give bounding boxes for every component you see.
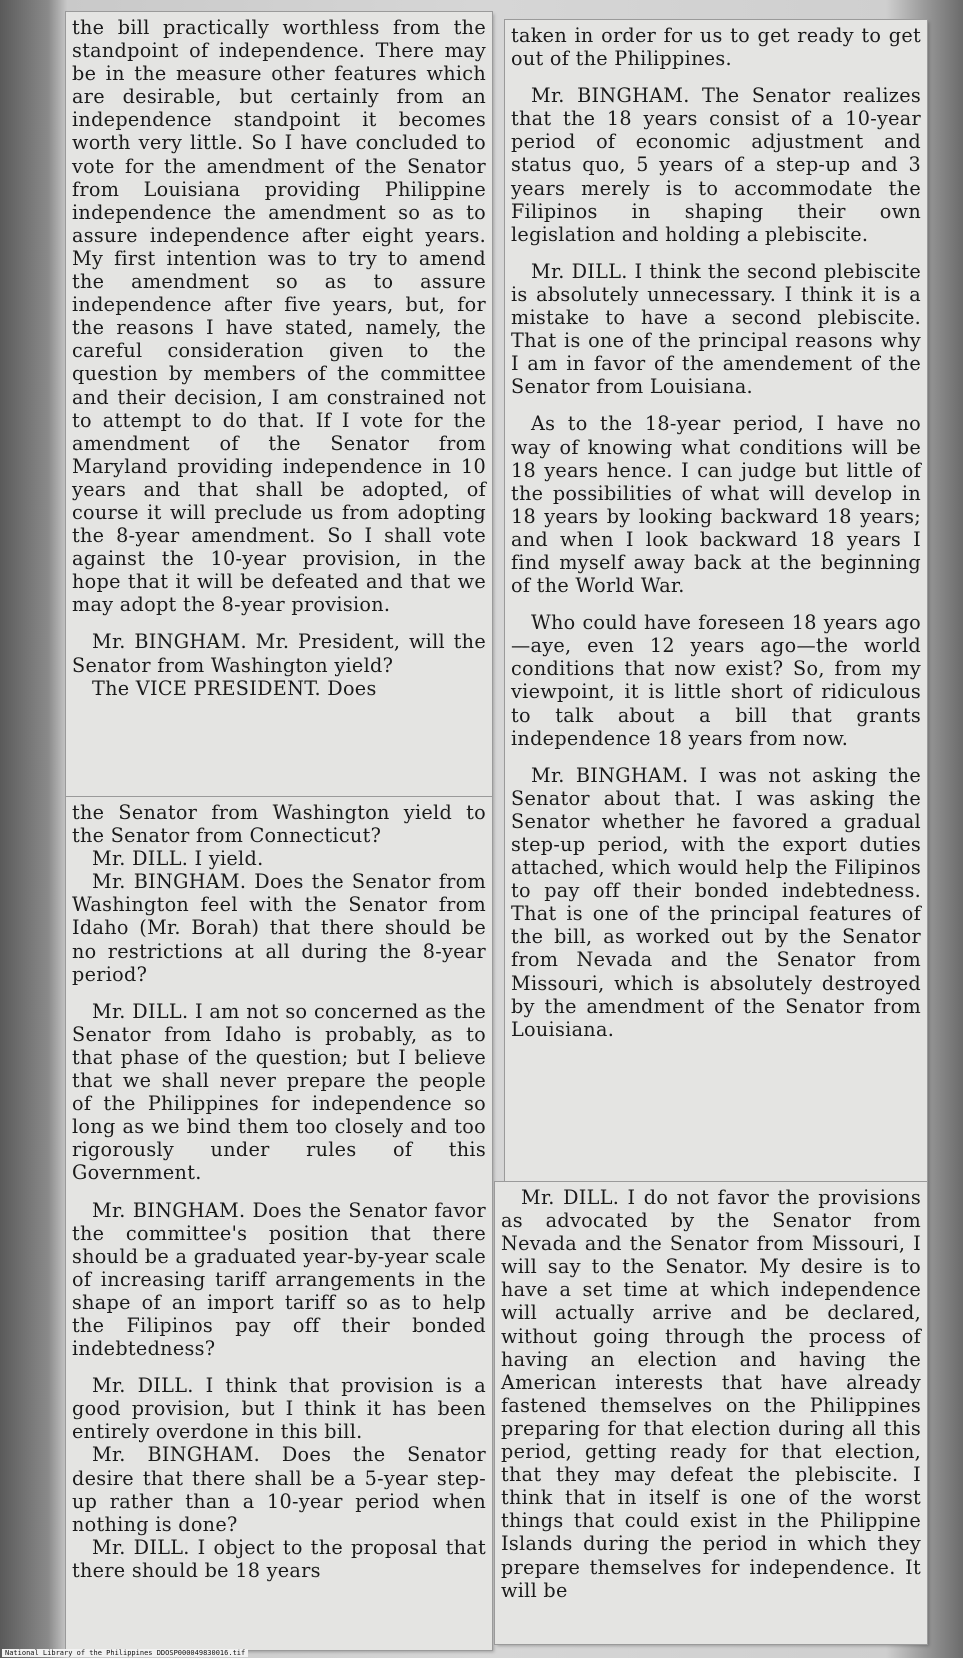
paragraph: Mr. BINGHAM. Mr. President, will the Senator from Washington yield? (72, 630, 486, 677)
paragraph: Mr. DILL. I object to the proposal that there should be 18 years (72, 1535, 486, 1582)
paragraph: Mr. BINGHAM. The Senator realizes that the 18 years consist of a 10-year period of economic adjustment and status quo, 5 years of a step-up and 3 years merely is to accommodate the Filipinos in shaping their own legislation and holding a plebiscite. (511, 84, 921, 246)
paragraph: Mr. BINGHAM. Does the Senator favor the committee's position that there should be a graduated year-by-year scale of increasing tariff arrangements in the shape of an import tariff so as to help the Filipinos pay off their bonded indebtedness? (72, 1198, 486, 1361)
paragraph: Mr. BINGHAM. I was not asking the Senator about that. I was asking the Senator whether he favored a gradual step-up period, with the export duties attached, which would help the Filipinos to pay off their bonded indebtedness. That is one of the principal features of the bill, as worked out by the Senator from Nevada and the Senator from Missouri, which is absolutely destroyed by the amendment of the Senator from Louisiana. (511, 763, 921, 1041)
paragraph: Who could have foreseen 18 years ago—aye, even 12 years ago—the world conditions that now exist? So, from my viewpoint, it is little short of ridiculous to talk about a bill that grants independence 18 years from now. (511, 611, 921, 750)
paragraph: Mr. DILL. I do not favor the provisions as advocated by the Senator from Nevada and the Senator from Missouri, I will say to the Senator. My desire is to have a set time at which independence will actually arrive and be declared, without going through the process of having an election and having the American interests that have already fastened themselves on the Philippines preparing for that election during all this period, getting ready for that election, that they may defeat the plebiscite. I think that in itself is one of the worst things that could exist in the Philippine Islands during the period in which they prepare themselves for independence. It will be (501, 1186, 921, 1602)
paragraph: taken in order for us to get ready to get out of the Philippines. (511, 24, 921, 71)
scan-footer-label: National Library of the Philippines DDOSP000049830016.tif (2, 1649, 248, 1657)
paragraph: As to the 18-year period, I have no way of knowing what conditions will be 18 years hence. I can judge but little of the possibilities of what will develop in 18 years by looking backward 18 years; and when I look backward 18 years I find myself away back at the beginning of the World War. (511, 412, 921, 598)
left-clipping-top (66, 12, 492, 797)
paragraph: Mr. BINGHAM. Does the Senator from Washington feel with the Senator from Idaho (Mr. Borah) that there should be no restrictions at all during the 8-year period? (72, 870, 486, 986)
paragraph: the bill practically worthless from the standpoint of independence. There may be in the measure other features which are desirable, but certainly from an independence standpoint it becomes worth very little. So I have concluded to vote for the amendment of the Senator from Louisiana providing Philippine independence the amendment so as to assure independence after eight years. My first intention was to try to amend the amendment so as to assure independence after five years, but, for the reasons I have stated, namely, the careful consideration given to the question by members of the committee and their decision, I am constrained not to attempt to do that. If I vote for the amendment of the Senator from Maryland providing independence in 10 years and that shall be adopted, of course it will preclude us from adopting the 8-year amendment. So I shall vote against the 10-year provision, in the hope that it will be defeated and that we may adopt the 8-year provision. (72, 16, 486, 617)
paragraph: Mr. DILL. I think the second plebiscite is absolutely unnecessary. I think it is a mistake to have a second plebiscite. That is one of the principal reasons why I am in favor of the amendement of the Senator from Louisiana. (511, 259, 921, 399)
paragraph: Mr. DILL. I am not so concerned as the Senator from Idaho is probably, as to that phase of the question; but I believe that we shall never prepare the people of the Philippines for independence so long as we bind them too closely and too rigorously under rules of this Government. (72, 999, 486, 1185)
left-clipping-bottom (66, 797, 492, 1650)
paragraph: Mr. DILL. I yield. (92, 847, 264, 871)
paragraph: The VICE PRESIDENT. Does (92, 676, 377, 700)
paragraph: the Senator from Washington yield to the Senator from Connecticut? (72, 801, 486, 848)
right-clipping-bottom (495, 1182, 927, 1644)
paragraph: Mr. DILL. I think that provision is a good provision, but I think it has been entirely overdone in this bill. (72, 1374, 486, 1444)
right-clipping-top (505, 20, 927, 1182)
paragraph: Mr. BINGHAM. Does the Senator desire that there shall be a 5-year step-up rather than a 10-year period when nothing is done? (72, 1443, 486, 1536)
